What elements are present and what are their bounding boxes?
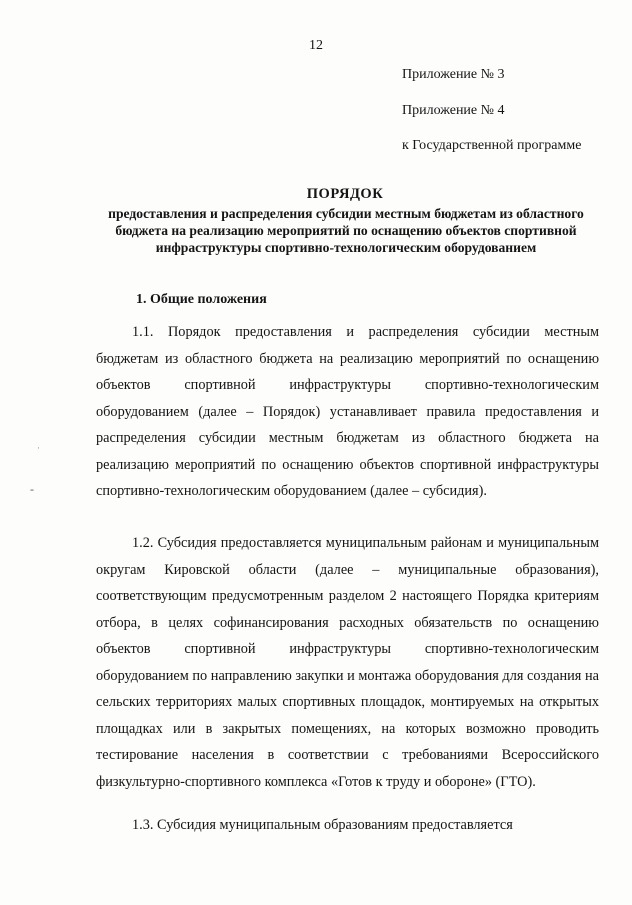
- appendix-3-label: Приложение № 3: [402, 67, 505, 82]
- document-subtitle: предоставления и распределения субсидии местным бюджетам из областного бюджета на реализацию мероприятий по оснащению объектов спортивной инфраструктуры спортивно-технологическим оборудованием: [108, 206, 584, 255]
- section-heading: 1. Общие положения: [136, 292, 267, 307]
- margin-dot-mark: ·: [37, 443, 40, 453]
- paragraph-1-3: 1.3. Субсидия муниципальным образованиям предоставляется: [132, 817, 513, 833]
- appendix-4-label: Приложение № 4: [402, 103, 505, 118]
- page-number: 12: [309, 38, 323, 53]
- paragraph-1-2: 1.2. Субсидия предоставляется муниципальным районам и муниципальным округам Кировской области (далее – муниципальные образования), соответствующим предусмотренным разделом 2 настоящего Порядка критериям отбора, в целях софинансирования расходных обязательств по оснащению объектов спортивной инфраструктуры спортивно-технологическим оборудованием по направлению закупки и монтажа оборудования для создания на сельских территориях малых спортивных площадок, монтируемых на открытых площадках или в закрытых помещениях, на которых возможно проводить тестирование населения в соответствии с требованиями Всероссийского физкультурно-спортивного комплекса «Готов к труду и обороне» (ГТО).: [96, 535, 599, 790]
- margin-dash-mark: -: [30, 482, 34, 496]
- paragraph-1-1: 1.1. Порядок предоставления и распределения субсидии местным бюджетам из областного бюджета на реализацию мероприятий по оснащению объектов спортивной инфраструктуры спортивно-технологическим оборудованием (далее – Порядок) устанавливает правила предоставления и распределения субсидии местным бюджетам из областного бюджета на реализацию мероприятий по оснащению объектов спортивной инфраструктуры спортивно-технологическим оборудованием (далее – субсидия).: [96, 324, 599, 499]
- document-title: ПОРЯДОК: [306, 186, 384, 202]
- program-reference: к Государственной программе: [402, 138, 582, 153]
